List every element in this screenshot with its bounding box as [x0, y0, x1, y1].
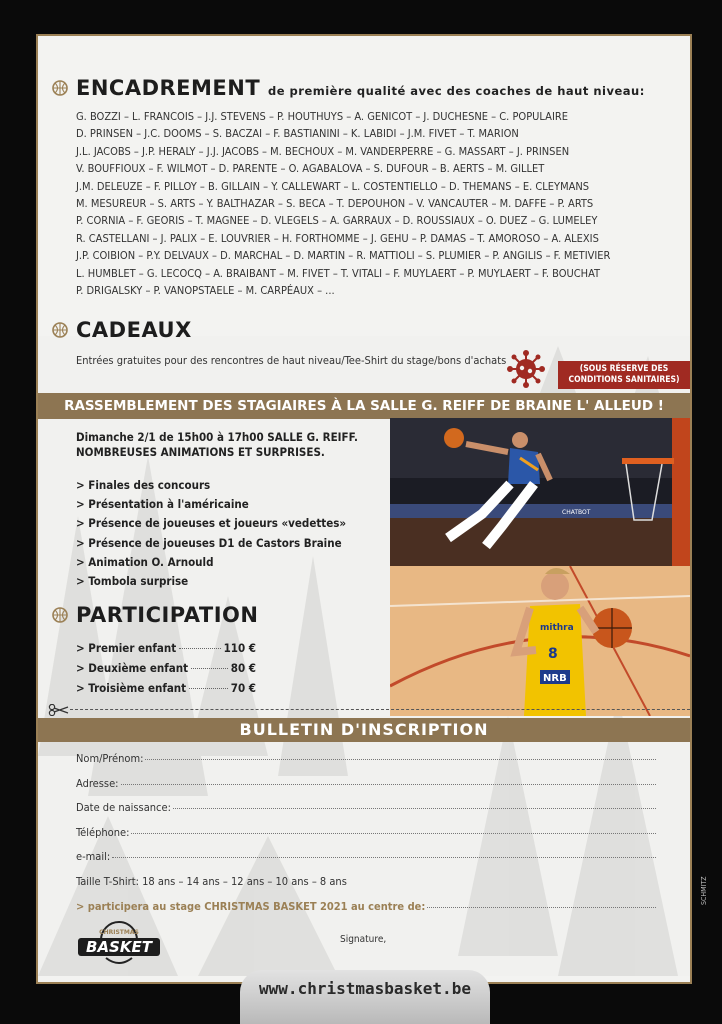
event-date-line: Dimanche 2/1 de 15h00 à 17h00 SALLE G. REIFF.: [76, 430, 358, 444]
credit-text: SCHMITZ: [700, 876, 708, 905]
list-item: > Présence de joueuses et joueurs «vedettes»: [76, 516, 347, 531]
coach-line: J.M. DELEUZE – F. PILLOY – B. GILLAIN – Y. CALLEWART – L. COSTENTIELLO – D. THEMANS – E. CLEYMANS: [76, 179, 590, 193]
signature-label: Signature,: [340, 934, 387, 945]
name-field[interactable]: [145, 759, 656, 760]
jersey-brand: mithra: [540, 623, 574, 633]
list-item: > Finales des concours: [76, 478, 211, 492]
birthdate-field[interactable]: [173, 808, 656, 809]
price-value: 110 €: [223, 641, 256, 655]
rassemblement-info: [76, 430, 376, 460]
logo-line1: CHRISTMAS: [99, 929, 139, 936]
stage-center-label: > participera au stage CHRISTMAS BASKET 2021 au centre de:: [76, 899, 426, 913]
price-label: > Deuxième enfant: [76, 661, 189, 675]
price-value: 70 €: [230, 681, 256, 695]
email-field[interactable]: [112, 857, 656, 858]
coach-list: [76, 108, 656, 299]
form-row-name: [76, 752, 656, 777]
participation-title: PARTICIPATION: [76, 603, 259, 627]
coach-line: M. MESUREUR – S. ARTS – Y. BALTHAZAR – S. BECA – T. DEPOUHON – V. VANCAUTER – M. DAFFE – P. ARTS: [76, 197, 594, 211]
animation-list: [76, 476, 346, 591]
encadrement-heading: [76, 76, 645, 100]
virus-icon: [504, 349, 548, 389]
form-row-phone: [76, 826, 656, 851]
cadeaux-title: CADEAUX: [76, 318, 192, 342]
price-label: > Troisième enfant: [76, 681, 187, 695]
ribbon-line: CONDITIONS SANITAIRES): [568, 375, 680, 385]
arena-sign-text: CHATBOT: [562, 509, 591, 516]
price-value: 80 €: [230, 661, 256, 675]
ribbon-line: (SOUS RÉSERVE DES: [579, 364, 669, 374]
coach-line: R. CASTELLANI – J. PALIX – E. LOUVRIER – H. FORTHOMME – J. GEHU – P. DAMAS – T. AMOROSO – A. ALEXIS: [76, 231, 599, 245]
form-row-email: [76, 850, 656, 875]
christmas-basket-logo: [76, 920, 162, 968]
player-photo: [390, 566, 690, 716]
price-label: > Premier enfant: [76, 641, 177, 655]
phone-field[interactable]: [131, 833, 656, 834]
field-label: Date de naissance:: [76, 801, 171, 815]
rassemblement-banner: RASSEMBLEMENT DES STAGIAIRES À LA SALLE G. REIFF DE BRAINE L' ALLEUD !: [38, 393, 690, 419]
coach-line: L. HUMBLET – G. LECOCQ – A. BRAIBANT – M. FIVET – T. VITALI – F. MUYLAERT – P. MUYLAERT – F. BOUCHAT: [76, 266, 601, 280]
field-label: Nom/Prénom:: [76, 752, 144, 765]
form-row-birthdate: [76, 801, 656, 826]
price-row: [76, 638, 256, 658]
scissors-icon: [48, 704, 70, 716]
coach-line: G. BOZZI – L. FRANCOIS – J.J. STEVENS – P. HOUTHUYS – A. GENICOT – J. DUCHESNE – C. POPULAIRE: [76, 110, 568, 123]
encadrement-subtitle: de première qualité avec des coaches de haut niveau:: [268, 84, 645, 98]
cut-line: [70, 709, 690, 710]
stage-center-row: [76, 900, 656, 925]
coach-line: D. PRINSEN – J.C. DOOMS – S. BACZAI – F. BASTIANINI – K. LABIDI – J.M. FIVET – T. MARION: [76, 127, 519, 141]
cadeaux-text: Entrées gratuites pour des rencontres de haut niveau/Tee-Shirt du stage/bons d'achats: [76, 354, 507, 367]
price-row: [76, 678, 256, 698]
field-label: Téléphone:: [76, 825, 130, 839]
jersey-number: 8: [548, 646, 558, 662]
tshirt-size-text: Taille T-Shirt: 18 ans – 14 ans – 12 ans – 10 ans – 8 ans: [76, 874, 347, 888]
list-item: > Présentation à l'américaine: [76, 497, 249, 512]
field-label: e-mail:: [76, 850, 111, 864]
coach-line: V. BOUFFIOUX – F. WILMOT – D. PARENTE – O. AGABALOVA – S. DUFOUR – B. AERTS – M. GILLET: [76, 162, 545, 176]
form-row-address: [76, 777, 656, 802]
bulletin-banner: BULLETIN D'INSCRIPTION: [38, 718, 690, 742]
list-item: > Présence de joueuses D1 de Castors Braine: [76, 535, 342, 550]
tshirt-size-row: [76, 875, 656, 900]
list-item: > Tombola surprise: [76, 574, 189, 589]
address-field[interactable]: [121, 784, 656, 785]
website-url[interactable]: www.christmasbasket.be: [240, 970, 490, 1024]
coach-line: J.P. COIBION – P.Y. DELVAUX – D. MARCHAL – D. MARTIN – R. MATTIOLI – S. PLUMIER – P. ANGILIS – F. METIVIER: [76, 249, 611, 263]
stage-center-field[interactable]: [427, 907, 656, 908]
price-list: [76, 638, 256, 698]
list-item: > Animation O. Arnould: [76, 554, 214, 569]
flyer-page: [36, 34, 692, 984]
field-label: Adresse:: [76, 776, 119, 790]
price-row: [76, 658, 256, 678]
sanitary-conditions-ribbon: [558, 361, 690, 389]
logo-line2: BASKET: [86, 938, 152, 956]
jersey-sponsor: NRB: [543, 673, 567, 684]
basketball-icon: [52, 607, 68, 623]
event-subline: NOMBREUSES ANIMATIONS ET SURPRISES.: [76, 445, 325, 459]
coach-line: P. DRIGALSKY – P. VANOPSTAELE – M. CARPÉAUX – ...: [76, 284, 335, 298]
coach-line: P. CORNIA – F. GEORIS – T. MAGNEE – D. VLEGELS – A. GARRAUX – D. ROUSSIAUX – O. DUEZ – G. LUMELEY: [76, 214, 598, 228]
basketball-icon: [52, 322, 68, 338]
encadrement-title: ENCADREMENT: [76, 76, 261, 100]
coach-line: J.L. JACOBS – J.P. HERALY – J.J. JACOBS – M. BECHOUX – M. VANDERPERRE – G. MASSART – J. PRINSEN: [76, 144, 570, 158]
basketball-icon: [52, 80, 68, 96]
registration-form: [76, 752, 656, 924]
dunk-photo: [390, 418, 690, 566]
